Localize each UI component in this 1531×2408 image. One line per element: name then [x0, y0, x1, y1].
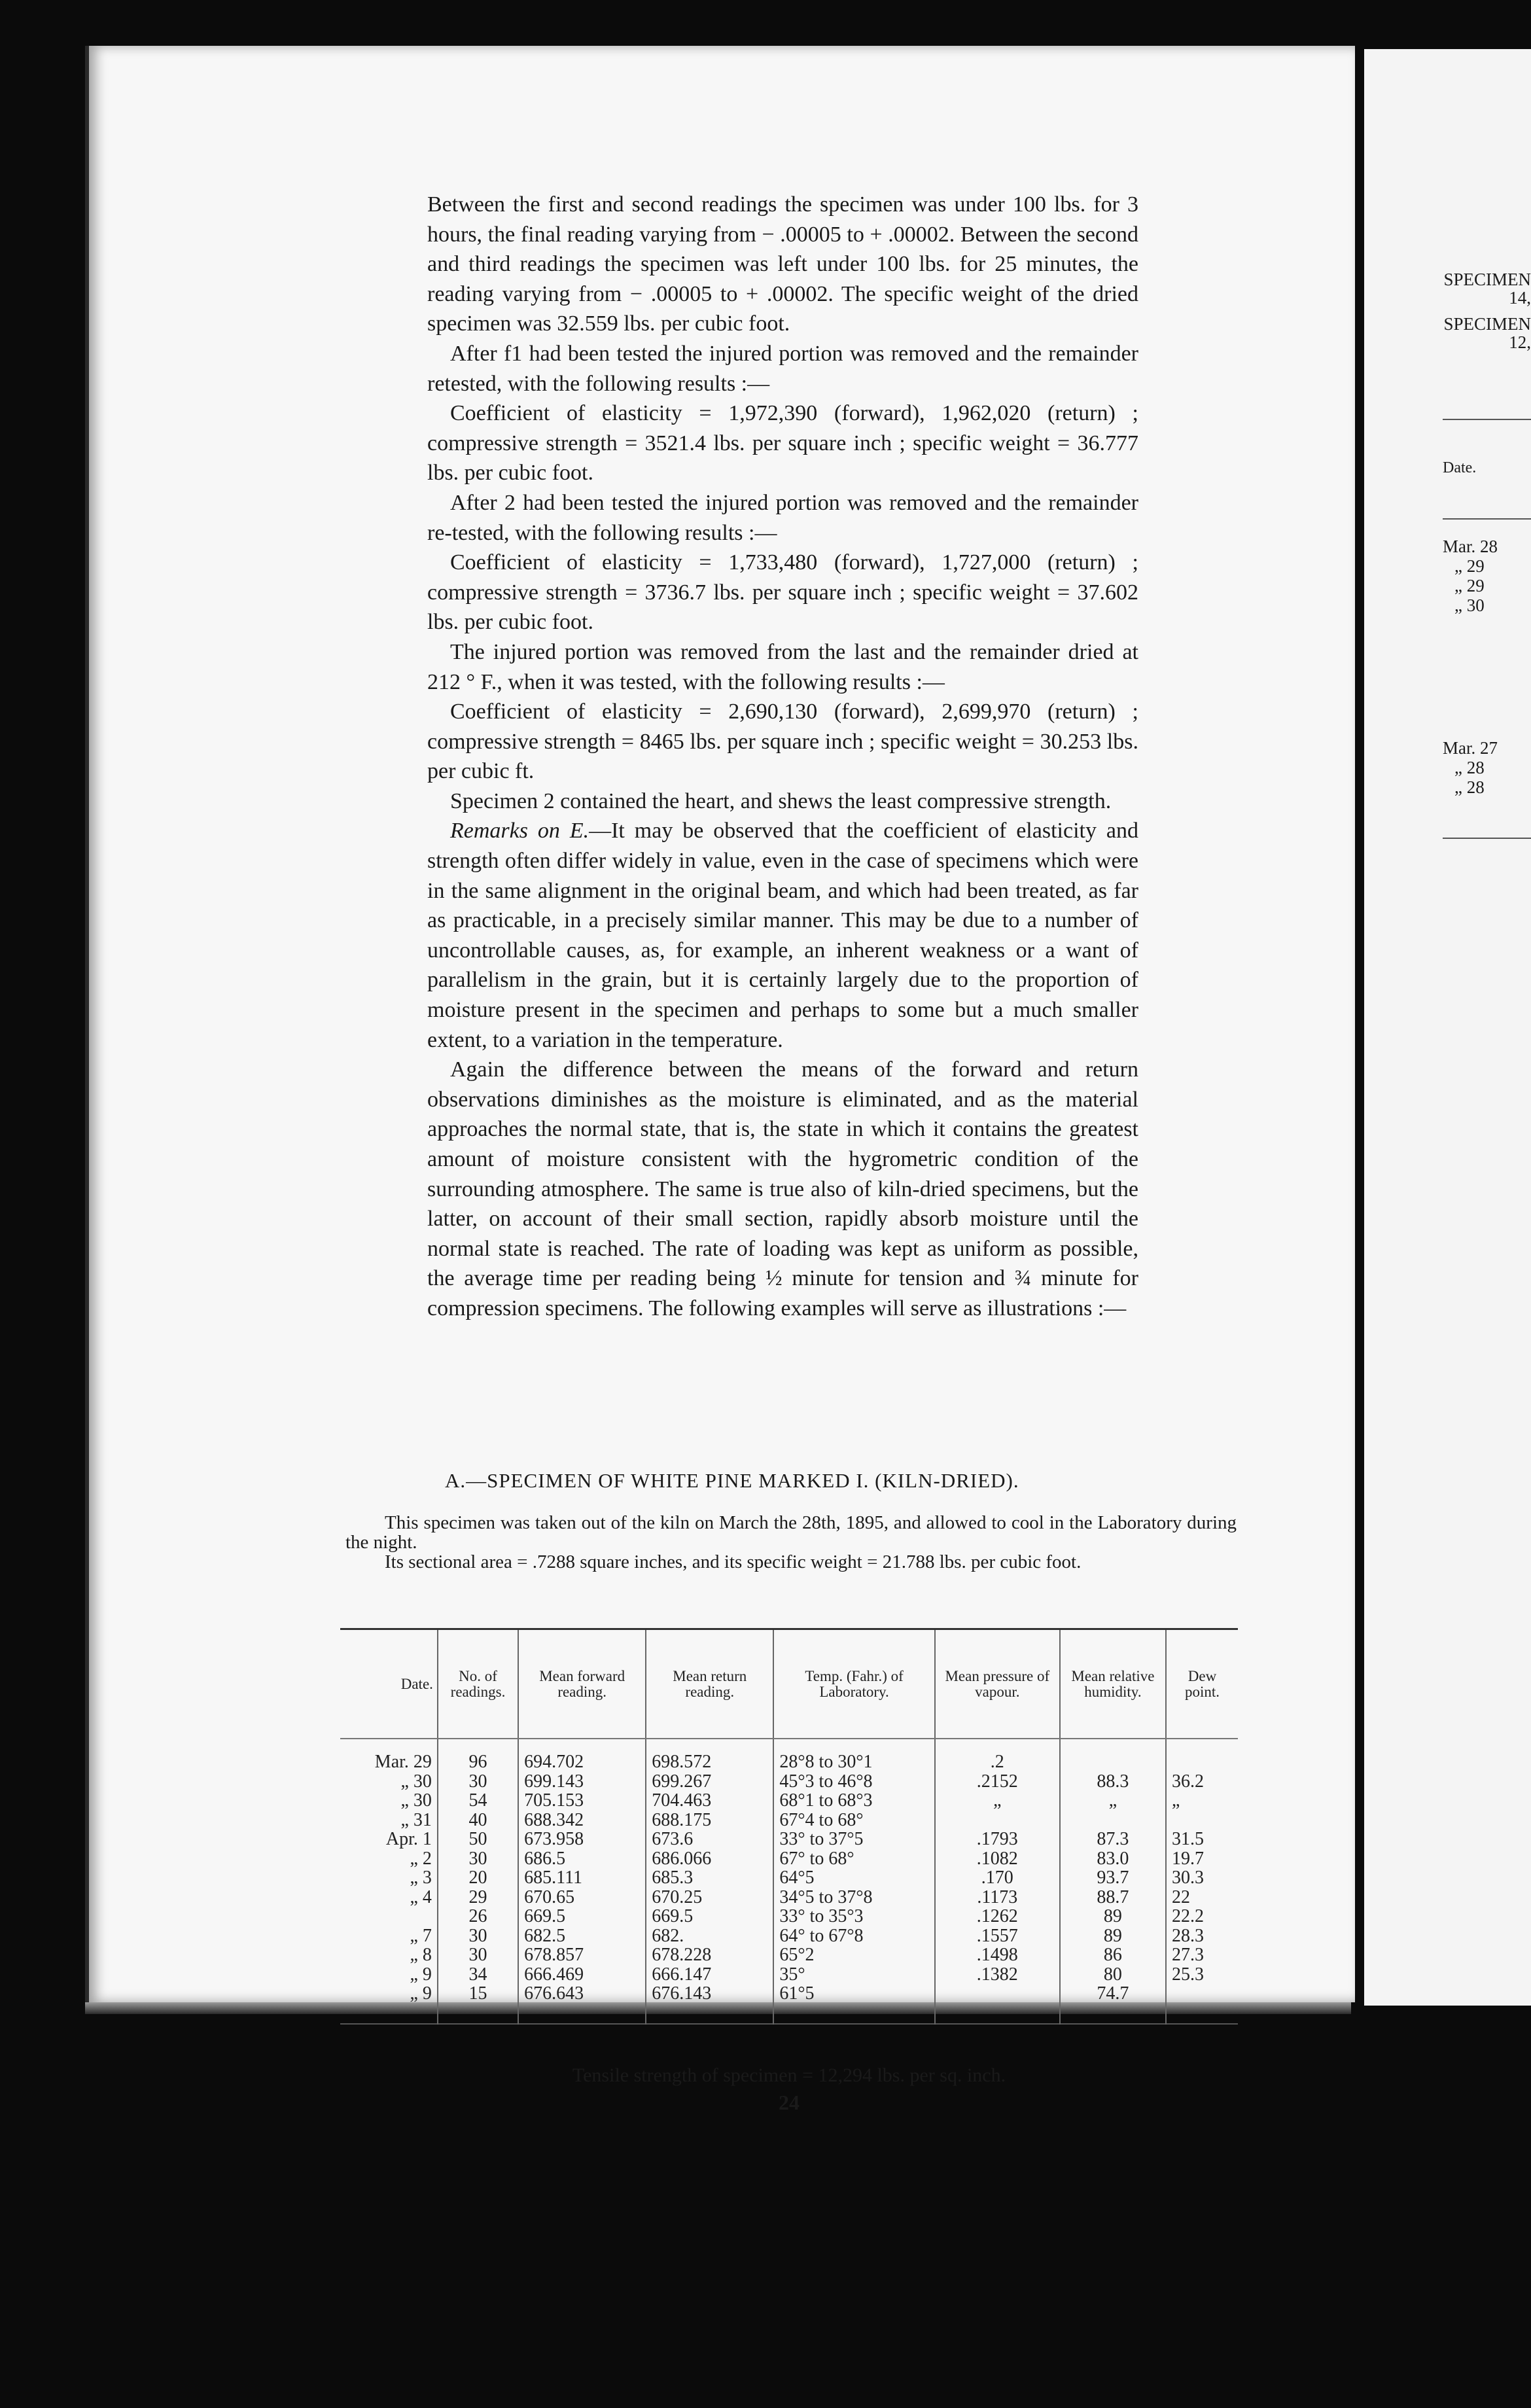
- table-row: [340, 1984, 1238, 2024]
- fragment-rule: [1443, 419, 1531, 420]
- cell-humidity: 80: [1060, 1965, 1166, 1985]
- fragment-date: Mar. 28: [1443, 537, 1498, 556]
- cell-vapour: .170: [935, 1868, 1060, 1888]
- paragraph: Coefficient of elasticity = 2,690,130 (forward), 2,699,970 (return) ; compressive strength = 8465 lbs. per square inch ; specific weight = 30.253 lbs. per cubic ft.: [427, 699, 1138, 784]
- body-text: [427, 190, 1138, 1324]
- cell-readings: 15: [438, 1984, 518, 2024]
- cell-readings: 96: [438, 1739, 518, 1772]
- cell-date: „ 7: [410, 1925, 432, 1946]
- cell-date: „ 30: [400, 1771, 432, 1792]
- cell-readings: 34: [438, 1965, 518, 1985]
- cell-dew: „: [1166, 1791, 1238, 1811]
- table-row: [340, 1849, 1238, 1869]
- cell-readings: 30: [438, 1945, 518, 1965]
- cell-date: „ 30: [400, 1790, 432, 1811]
- cell-vapour: .1557: [935, 1926, 1060, 1946]
- cell-forward: 705.153: [518, 1791, 646, 1811]
- table-row: [340, 1965, 1238, 1985]
- cell-readings: 50: [438, 1830, 518, 1849]
- cell-dew: 19.7: [1166, 1849, 1238, 1869]
- cell-forward: 673.958: [518, 1830, 646, 1849]
- cell-return: 678.228: [646, 1945, 773, 1965]
- cell-dew: 27.3: [1166, 1945, 1238, 1965]
- intro-line: Its sectional area = .7288 square inches, and its specific weight = 21.788 lbs. per cubic foot.: [385, 1551, 1082, 1572]
- fragment-specimen-a: SPECIMEN: [1443, 270, 1531, 289]
- cell-vapour: .1382: [935, 1965, 1060, 1985]
- remarks-text: —It may be observed that the coefficient of elasticity and strength often differ widely in value, even in the case of specimens which were in the same alignment in the original beam, and which had been treated, as far as practicable, in a precisely similar manner. This may be due to a number of uncontrollable causes, as, for example, an inherent weakness or a want of parallelism in the grain, but it is certainly largely due to the proportion of moisture present in the specimen and perhaps to some but a much smaller extent, to a variation in the temperature.: [427, 819, 1138, 1052]
- cell-readings: 30: [438, 1849, 518, 1869]
- table-header-row: [340, 1629, 1238, 1739]
- cell-vapour: .1498: [935, 1945, 1060, 1965]
- cell-forward: 685.111: [518, 1868, 646, 1888]
- col-humidity-header: Mean relative humidity.: [1060, 1629, 1166, 1739]
- table-row: [340, 1830, 1238, 1849]
- cell-vapour: .1262: [935, 1907, 1060, 1926]
- col-dew-header: Dew point.: [1166, 1629, 1238, 1739]
- cell-temp: 33° to 37°5: [773, 1830, 934, 1849]
- paragraph: Coefficient of elasticity = 1,972,390 (forward), 1,962,020 (return) ; compressive strength = 3521.4 lbs. per square inch ; specific weight = 36.777 lbs. per cubic foot.: [427, 401, 1138, 486]
- cell-readings: 54: [438, 1791, 518, 1811]
- remarks-paragraph: [427, 816, 1138, 1055]
- cell-vapour: .2: [935, 1739, 1060, 1772]
- cell-humidity: 74.7: [1060, 1984, 1166, 2024]
- table-row: [340, 1926, 1238, 1946]
- section-title: A.—SPECIMEN OF WHITE PINE MARKED I. (KILN-DRIED).: [445, 1469, 1019, 1492]
- fragment-date: „ 30: [1454, 595, 1485, 615]
- table-row: [340, 1791, 1238, 1811]
- cell-dew: 30.3: [1166, 1868, 1238, 1888]
- remarks-label: Remarks on E.: [450, 819, 590, 843]
- paragraph: The injured portion was removed from the last and the remainder dried at 212 ° F., when it was tested, with the following results :—: [427, 639, 1138, 694]
- cell-temp: 35°: [773, 1965, 934, 1985]
- cell-temp: 45°3 to 46°8: [773, 1772, 934, 1792]
- readings-table: [340, 1628, 1238, 2025]
- cell-return: 670.25: [646, 1888, 773, 1907]
- cell-date: [340, 1907, 438, 1926]
- cell-return: 685.3: [646, 1868, 773, 1888]
- cell-forward: 686.5: [518, 1849, 646, 1869]
- cell-return: 676.143: [646, 1984, 773, 2024]
- cell-vapour: [935, 1811, 1060, 1830]
- cell-dew: [1166, 1811, 1238, 1830]
- cell-forward: 678.857: [518, 1945, 646, 1965]
- paragraph: Specimen 2 contained the heart, and shews the least compressive strength.: [450, 788, 1112, 813]
- cell-humidity: 87.3: [1060, 1830, 1166, 1849]
- col-temp-header: Temp. (Fahr.) of Laboratory.: [773, 1629, 934, 1739]
- cell-humidity: 93.7: [1060, 1868, 1166, 1888]
- fragment-date: „ 28: [1454, 758, 1485, 777]
- cell-date: „ 3: [410, 1868, 432, 1888]
- cell-forward: 682.5: [518, 1926, 646, 1946]
- cell-humidity: 89: [1060, 1907, 1166, 1926]
- cell-temp: 34°5 to 37°8: [773, 1888, 934, 1907]
- fragment-date: „ 29: [1454, 576, 1485, 595]
- table-intro: [345, 1513, 1237, 1572]
- table-row: [340, 1772, 1238, 1792]
- col-forward-header: Mean forward reading.: [518, 1629, 646, 1739]
- cell-date: Apr. 1: [385, 1829, 432, 1849]
- cell-humidity: „: [1060, 1791, 1166, 1811]
- cell-dew: 22.2: [1166, 1907, 1238, 1926]
- cell-date: „ 9: [410, 1964, 432, 1985]
- cell-forward: 699.143: [518, 1772, 646, 1792]
- tensile-strength-line: Tensile strength of specimen = 12,294 lbs. per sq. inch.: [572, 2064, 1006, 2086]
- table-row: [340, 1811, 1238, 1830]
- cell-humidity: 88.3: [1060, 1772, 1166, 1792]
- cell-return: 698.572: [646, 1739, 773, 1772]
- intro-line: This specimen was taken out of the kiln on March the 28th, 1895, and allowed to cool in the Laboratory during the night.: [345, 1512, 1237, 1553]
- cell-dew: 28.3: [1166, 1926, 1238, 1946]
- cell-humidity: [1060, 1739, 1166, 1772]
- cell-humidity: 88.7: [1060, 1888, 1166, 1907]
- cell-return: 699.267: [646, 1772, 773, 1792]
- cell-forward: 670.65: [518, 1888, 646, 1907]
- fragment-number-a: 14,: [1509, 288, 1531, 308]
- cell-dew: 22: [1166, 1888, 1238, 1907]
- cell-temp: 67° to 68°: [773, 1849, 934, 1869]
- table-body: [340, 1739, 1238, 2024]
- table-row: [340, 1888, 1238, 1907]
- fragment-number-b: 12,: [1509, 332, 1531, 352]
- table-row: [340, 1907, 1238, 1926]
- cell-humidity: 89: [1060, 1926, 1166, 1946]
- cell-temp: 65°2: [773, 1945, 934, 1965]
- cell-date: „ 2: [410, 1848, 432, 1869]
- cell-readings: 30: [438, 1926, 518, 1946]
- col-vapour-header: Mean pressure of vapour.: [935, 1629, 1060, 1739]
- fragment-rule: [1443, 838, 1531, 839]
- cell-dew: 31.5: [1166, 1830, 1238, 1849]
- paragraph: Coefficient of elasticity = 1,733,480 (forward), 1,727,000 (return) ; compressive strength = 3736.7 lbs. per square inch ; specific weight = 37.602 lbs. per cubic foot.: [427, 550, 1138, 635]
- cell-forward: 694.702: [518, 1739, 646, 1772]
- cell-dew: 25.3: [1166, 1965, 1238, 1985]
- cell-temp: 67°4 to 68°: [773, 1811, 934, 1830]
- cell-return: 686.066: [646, 1849, 773, 1869]
- cell-dew: [1166, 1739, 1238, 1772]
- cell-date: Mar. 29: [374, 1752, 432, 1772]
- cell-date: „ 4: [410, 1886, 432, 1907]
- cell-temp: 68°1 to 68°3: [773, 1791, 934, 1811]
- cell-return: 688.175: [646, 1811, 773, 1830]
- fragment-rule: [1443, 518, 1531, 520]
- cell-return: 666.147: [646, 1965, 773, 1985]
- paragraph: After f1 had been tested the injured portion was removed and the remainder retested, with the following results :—: [427, 341, 1138, 396]
- paragraph: After 2 had been tested the injured portion was removed and the remainder re-tested, with the following results :—: [427, 490, 1138, 545]
- cell-readings: 29: [438, 1888, 518, 1907]
- cell-vapour: [935, 1984, 1060, 2024]
- cell-readings: 40: [438, 1811, 518, 1830]
- cell-humidity: 86: [1060, 1945, 1166, 1965]
- cell-temp: 64°5: [773, 1868, 934, 1888]
- cell-forward: 688.342: [518, 1811, 646, 1830]
- cell-return: 704.463: [646, 1791, 773, 1811]
- col-date-header: Date.: [340, 1629, 438, 1739]
- cell-vapour: .1793: [935, 1830, 1060, 1849]
- fragment-date: „ 28: [1454, 777, 1485, 797]
- col-readings-header: No. of readings.: [438, 1629, 518, 1739]
- cell-date: „ 31: [400, 1809, 432, 1830]
- cell-humidity: [1060, 1811, 1166, 1830]
- cell-forward: 666.469: [518, 1965, 646, 1985]
- cell-vapour: „: [935, 1791, 1060, 1811]
- table-row: [340, 1945, 1238, 1965]
- fragment-date: „ 29: [1454, 556, 1485, 576]
- cell-temp: 61°5: [773, 1984, 934, 2024]
- fragment-specimen-b: SPECIMEN: [1443, 314, 1531, 334]
- cell-humidity: 83.0: [1060, 1849, 1166, 1869]
- cell-readings: 26: [438, 1907, 518, 1926]
- cell-date: „ 9: [410, 1983, 432, 2004]
- fragment-date: Mar. 27: [1443, 738, 1498, 758]
- cell-dew: 36.2: [1166, 1772, 1238, 1792]
- cell-return: 673.6: [646, 1830, 773, 1849]
- cell-temp: 33° to 35°3: [773, 1907, 934, 1926]
- fragment-date-header: Date.: [1443, 459, 1477, 476]
- cell-vapour: .1082: [935, 1849, 1060, 1869]
- cell-vapour: .1173: [935, 1888, 1060, 1907]
- cell-dew: [1166, 1984, 1238, 2024]
- again-paragraph: Again the difference between the means of the forward and return observations diminishes as the moisture is eliminated, and as the material approaches the normal state, that is, the state in which it contains the greatest amount of moisture consistent with the hygrometric condition of the surrounding atmosphere. The same is true also of kiln-dried specimens, but the latter, on account of their small section, rapidly absorb moisture until the normal state is reached. The rate of loading was kept as uniform as possible, the average time per reading being ½ minute for tension and ¾ minute for compression specimens. The following examples will serve as illustrations :—: [427, 1057, 1138, 1320]
- cell-temp: 28°8 to 30°1: [773, 1739, 934, 1772]
- cell-return: 682.: [646, 1926, 773, 1946]
- paragraph: Between the first and second readings the specimen was under 100 lbs. for 3 hours, the final reading varying from − .00005 to + .00002. Between the second and third readings the specimen was left under 100 lbs. for 25 minutes, the reading varying from − .00005 to + .00002. The specific weight of the dried specimen was 32.559 lbs. per cubic foot.: [427, 192, 1138, 336]
- table-row: [340, 1868, 1238, 1888]
- cell-vapour: .2152: [935, 1772, 1060, 1792]
- col-return-header: Mean return reading.: [646, 1629, 773, 1739]
- cell-return: 669.5: [646, 1907, 773, 1926]
- cell-forward: 669.5: [518, 1907, 646, 1926]
- cell-temp: 64° to 67°8: [773, 1926, 934, 1946]
- page-number: 24: [779, 2091, 800, 2114]
- cell-readings: 20: [438, 1868, 518, 1888]
- cell-forward: 676.643: [518, 1984, 646, 2024]
- cell-readings: 30: [438, 1772, 518, 1792]
- table-row: [340, 1739, 1238, 1772]
- cell-date: „ 8: [410, 1945, 432, 1965]
